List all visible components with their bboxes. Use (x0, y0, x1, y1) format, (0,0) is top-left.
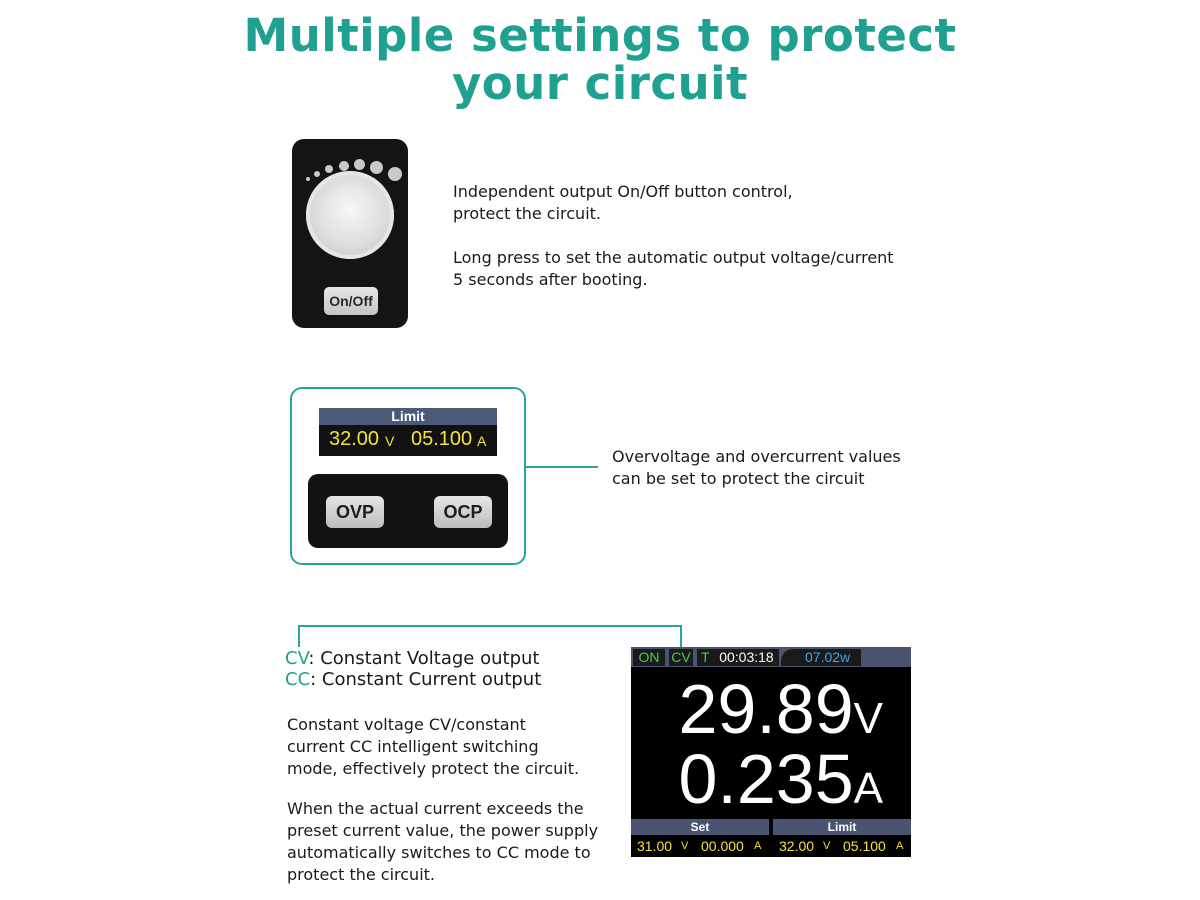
knob-cap (320, 185, 380, 245)
knob-panel (292, 139, 408, 328)
cc-legend (285, 669, 541, 691)
set-current: 00.000 (701, 838, 744, 854)
connector-line-right (680, 625, 682, 647)
display-limit-voltage-unit: V (823, 840, 831, 852)
rotary-knob[interactable] (306, 171, 394, 259)
display-limit-voltage: 32.00 (779, 838, 815, 854)
status-mode: CV (669, 649, 693, 666)
protection-description: Overvoltage and overcurrent values can be set to protect the circuit (612, 447, 901, 488)
connector-line (526, 466, 598, 468)
set-header: Set (631, 819, 769, 835)
page-title-line2: your circuit (451, 57, 749, 110)
set-voltage-unit: V (681, 840, 689, 852)
cc-code: CC (285, 669, 311, 690)
limit-display (319, 408, 497, 456)
current-unit: A (853, 764, 883, 813)
set-values (631, 836, 769, 857)
connector-line-top (298, 625, 682, 627)
current-value: 0.235 (678, 740, 854, 818)
cc-text: : Constant Current output (310, 669, 542, 690)
set-voltage: 31.00 (637, 838, 673, 854)
ovp-button[interactable]: OVP (326, 496, 384, 528)
ocp-button[interactable]: OCP (434, 496, 492, 528)
limit-header: Limit (319, 408, 497, 425)
display-limit-values (773, 836, 911, 857)
display-limit-current: 05.100 (843, 838, 886, 854)
cv-legend (285, 648, 539, 670)
limit-panel (773, 819, 911, 857)
cc-switch-description: When the actual current exceeds the preset current value, the power supply automatically switches to CC mode to protect the circuit. (287, 799, 599, 884)
autoset-description: Long press to set the automatic output voltage/current 5 seconds after booting. (453, 248, 894, 289)
limit-voltage: 32.00 (329, 428, 380, 450)
voltage-value: 29.89 (678, 670, 854, 748)
display-limit-current-unit: A (896, 840, 904, 852)
limit-current-unit: A (477, 433, 487, 449)
onoff-description: Independent output On/Off button control, protect the circuit. (453, 182, 793, 223)
power-supply-display (631, 647, 911, 857)
voltage-unit: V (853, 694, 883, 743)
current-readout (678, 739, 883, 829)
set-current-unit: A (754, 840, 762, 852)
cv-cc-description: Constant voltage CV/constant current CC intelligent switching mode, effectively protect the circuit. (287, 715, 580, 778)
limit-voltage-unit: V (385, 433, 395, 449)
status-bar (631, 647, 911, 667)
display-limit-header: Limit (773, 819, 911, 835)
cv-code: CV (285, 648, 309, 669)
power-readout: 07.02w (781, 649, 861, 666)
limit-values (319, 426, 497, 456)
status-t: T (701, 649, 710, 665)
protection-button-panel (308, 474, 508, 548)
timer: 00:03:18 (719, 649, 774, 665)
connector-line-left (298, 625, 300, 647)
set-panel (631, 819, 769, 857)
limit-current: 05.100 (411, 428, 473, 450)
timer-box (697, 649, 779, 666)
on-off-button[interactable]: On/Off (324, 287, 378, 315)
status-on: ON (633, 649, 665, 666)
page-title-line1: Multiple settings to protect (243, 9, 957, 62)
cv-text: : Constant Voltage output (308, 648, 540, 669)
